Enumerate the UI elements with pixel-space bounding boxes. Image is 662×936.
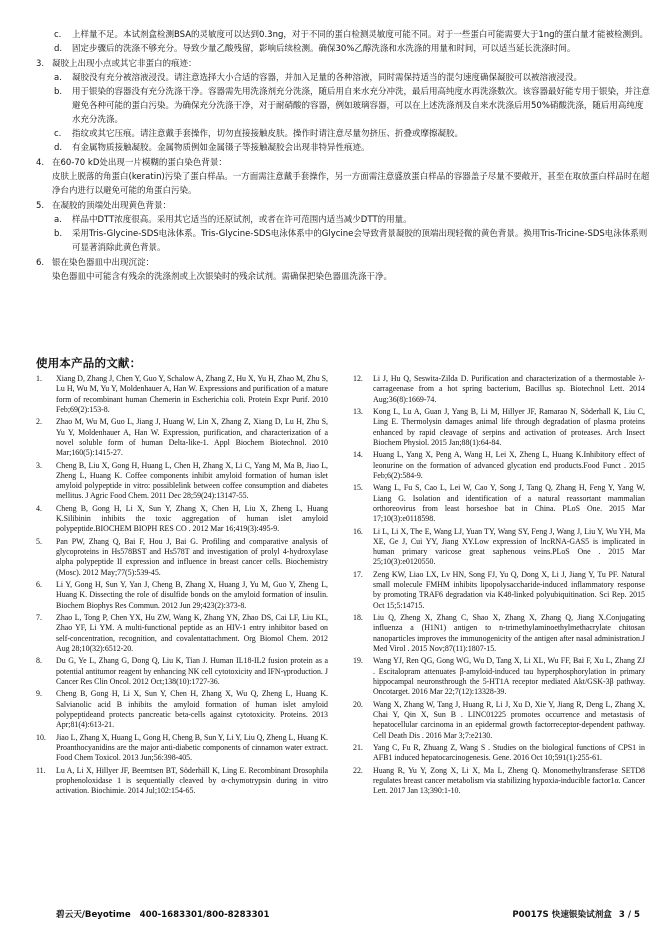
reference-text: Zhao L, Tong P, Chen YX, Hu ZW, Wang K, Zhang YN, Zhao DS, Cai LF, Liu KL, Zhao YF, Li YM. A multi-functional peptide as an HIV-1 entry inhibitor based on self-concentration, recognition, and covalentattachment. Org Biomol Chem. 2012 Aug 28;10(32):6512-20. bbox=[56, 613, 328, 653]
reference-text: Jiao L, Zhang X, Huang L, Gong H, Cheng B, Sun Y, Li Y, Liu Q, Zheng L, Huang K. Proanthocyanidins are the major anti-diabetic components of cinnamon water extract. Food Chem Toxicol. 2013 Jun;56:398-405. bbox=[56, 732, 328, 763]
item5-heading bbox=[36, 199, 650, 213]
reference-item bbox=[353, 743, 645, 764]
reference-text: Cheng B, Gong H, Li X, Sun Y, Chen H, Zhang X, Wu Q, Zheng L, Huang K. Salvianolic acid B inhibits the amyloid formation of human islet amyloid polypeptideand protects pancreatic beta-cells against cytotoxicity. Proteins. 2013 Apr;81(4):613-21. bbox=[56, 689, 328, 730]
reference-item bbox=[36, 656, 328, 687]
item5-a bbox=[50, 213, 650, 227]
item-number: 5. bbox=[36, 201, 45, 211]
list-label: a. bbox=[54, 215, 62, 225]
reference-item bbox=[36, 733, 328, 764]
reference-item bbox=[353, 570, 645, 611]
reference-item bbox=[36, 537, 328, 578]
reference-number: 9. bbox=[36, 689, 42, 699]
list-text: 凝胶没有充分被溶液浸没。请注意选择大小合适的容器，并加入足量的各种溶液，同时需保持适当的混匀速度确保凝胶可以被溶液浸没。 bbox=[72, 73, 583, 83]
footer-left bbox=[56, 908, 270, 920]
item-number: 4. bbox=[36, 158, 45, 168]
reference-text: Xiang D, Zhang J, Chen Y, Guo Y, Schalow A, Zhang Z, Hu X, Yu H, Zhao M, Zhu S, Lu H, Wu M, Yu Y, Moldenhauer A, Han W. Expressions and purification of a mature form of recombinant human Chemerin in Escherichia coli. Protein Expr Purif. 2010 Feb;69(2):153-8. bbox=[56, 374, 328, 414]
reference-item bbox=[36, 613, 328, 654]
reference-text: Pan PW, Zhang Q, Bai F, Hou J, Bai G. Profiling and comparative analysis of glycoproteins in Hs578BST and Hs578T and investigation of prolyl 4-hydroxylase alpha polypeptide II expression and influence in breast cancer cells. Biochemistry (Mosc). 2012 May;77(5):539-45. bbox=[56, 536, 328, 577]
troubleshooting-section bbox=[36, 28, 650, 284]
reference-number: 1. bbox=[36, 374, 42, 383]
reference-item bbox=[36, 461, 328, 502]
reference-item bbox=[353, 374, 645, 405]
item-title: 在凝胶的顶端处出现黄色背景： bbox=[52, 201, 172, 211]
item4-heading bbox=[36, 156, 650, 170]
phone-numbers: 400-1683301/800-8283301 bbox=[139, 910, 270, 920]
reference-item bbox=[36, 374, 328, 415]
reference-text: Cheng B, Gong H, Li X, Sun Y, Zhang X, Chen H, Liu X, Zheng L, Huang K.Silibinin inhibits the toxic aggregation of human islet amyloid polypeptide.BIOCHEM BIOPH RES CO . 2012 Mar 16;419(3):495-9. bbox=[56, 503, 328, 534]
item6-text: 染色器皿中可能含有残余的洗涤剂或上次银染时的残余试剂。需确保把染色器皿洗涤干净。 bbox=[52, 272, 393, 282]
reference-number: 21. bbox=[353, 742, 363, 752]
reference-text: Kong L, Lu A, Guan J, Yang B, Li M, Hillyer JF, Ramarao N, Söderhall K, Liu C, Ling E. Thermolysin damages animal life through degradation of plasma proteins enhanced by rapid cleavage of serpins and activation of proteases. Arch Insect Biochem Physiol. 2015 Jan;88(1):64-84. bbox=[373, 406, 645, 447]
list-label: c. bbox=[54, 30, 62, 40]
item-title: 银在染色器皿中出现沉淀： bbox=[52, 258, 155, 268]
reference-number: 6. bbox=[36, 580, 42, 590]
list-label: d. bbox=[54, 143, 63, 153]
reference-text: Yang C, Fu R, Zhuang Z, Wang S . Studies on the biological functions of CPS1 in AFB1 induced hepatocarcinogenesis. Gene. 2016 Oct 10;591(1):255-61. bbox=[373, 742, 645, 763]
references-right-column bbox=[353, 374, 645, 799]
list-text: 固定步骤后的洗涤不够充分。导致少量乙酸残留，影响后续检测。确保30%乙醇洗涤和水洗涤的用量和时间，可以适当延长洗涤时间。 bbox=[72, 44, 576, 54]
page-number: 3 / 5 bbox=[618, 910, 640, 920]
reference-item bbox=[36, 504, 328, 535]
reference-number: 22. bbox=[353, 765, 363, 775]
reference-text: Lu A, Li X, Hillyer JF, Beerntsen BT, Söderhäll K, Ling E. Recombinant Drosophila prophenoloxidase 1 is sequentially cleaved by α-chymotrypsin during in vitro activation. Biochimie. 2014 Jul;102:154-65. bbox=[56, 765, 328, 796]
item3-c bbox=[50, 127, 650, 141]
company-name: 碧云天/Beyotime bbox=[56, 910, 131, 920]
reference-text: Zhao M, Wu M, Guo L, Jiang J, Huang W, Lin X, Zhang Z, Xiang D, Lu H, Zhu S, Yu Y, Moldenhauer A, Han W. Expression, purification, and characterization of a novel soluble form of human Delta-like-1. Appl Biochem Biotechnol. 2010 Mar;160(5):1415-27. bbox=[56, 417, 328, 458]
reference-number: 5. bbox=[36, 536, 42, 546]
list-text: 采用Tris-Glycine-SDS电泳体系。Tris-Glycine-SDS电泳体系中的Glycine会导致背景凝胶的顶端出现轻微的黄色背景。换用Tris-Tricine-SDS电泳体系则可显著消除此黄色背景。 bbox=[72, 229, 648, 253]
references-left-column bbox=[36, 374, 328, 799]
reference-item bbox=[36, 689, 328, 730]
reference-number: 7. bbox=[36, 613, 42, 623]
reference-number: 2. bbox=[36, 417, 42, 427]
list-text: 有金属物质接触凝胶。金属物质例如金属镊子等接触凝胶会出现非特异性痕迹。 bbox=[72, 143, 370, 153]
reference-number: 8. bbox=[36, 656, 42, 666]
reference-text: Li J, Hu Q, Seswita-Zilda D. Purification and characterization of a thermostable λ-carrageenase from a hot spring bacterium, Bacillus sp. Biotechnol Lett. 2014 Aug;36(8):1669-74. bbox=[373, 374, 645, 404]
product-name: P0017S 快速银染试剂盒 bbox=[512, 910, 612, 920]
item6-heading bbox=[36, 256, 650, 270]
reference-number: 15. bbox=[353, 483, 363, 493]
reference-item bbox=[36, 417, 328, 458]
reference-text: Wang L, Fu S, Cao L, Lei W, Cao Y, Song J, Tang Q, Zhang H, Feng Y, Yang W, Liang G. Isolation and identification of a natural reassortant mammalian orthoreovirus from least horseshoe bat in China. PLoS One. 2015 Mar 17;10(3):e0118598. bbox=[373, 483, 645, 524]
reference-text: Li L, Li X, The E, Wang LJ, Yuan TY, Wang SY, Feng J, Wang J, Liu Y, Wu YH, Ma XE, Ge J, Cui YY, Jiang XY.Low expression of lncRNA-GAS5 is implicated in human primary varicose great saphenous veins.PLoS One . 2015 Mar 25;10(3):e0120550. bbox=[373, 526, 645, 567]
reference-text: Wang X, Zhang W, Tang J, Huang R, Li J, Xu D, Xie Y, Jiang R, Deng L, Zhang X, Chai Y, Qin X, Sun B . LINC01225 promotes occurrence and metastasis of hepatocellular carcinoma in an epidermal growth factorreceptor-dependent pathway. Cell Death Dis . 2016 Mar 3;7:e2130. bbox=[373, 699, 645, 740]
reference-number: 14. bbox=[353, 450, 363, 460]
item-number: 3. bbox=[36, 59, 45, 69]
references-heading: 使用本产品的文献： bbox=[36, 356, 142, 370]
item3-a bbox=[50, 71, 650, 85]
item3-d bbox=[50, 141, 650, 155]
reference-number: 12. bbox=[353, 374, 363, 383]
item-title: 凝胶上出现小点或其它非蛋白的痕迹： bbox=[52, 59, 197, 69]
list-label: b. bbox=[54, 229, 63, 239]
item3-b bbox=[50, 85, 650, 127]
reference-text: Wang YJ, Ren QG, Gong WG, Wu D, Tang X, Li XL, Wu FF, Bai F, Xu L, Zhang ZJ . Escitalopram attenuates β-amyloid-induced tau hyperphosphorylation in primary hippocampal neuronsthrough the 5-HT1A receptor mediated Akt/GSK-3β pathway. Oncotarget. 2016 Mar 22;7(12):13328-39. bbox=[373, 656, 645, 697]
reference-item bbox=[353, 407, 645, 448]
reference-item bbox=[36, 766, 328, 797]
reference-number: 3. bbox=[36, 460, 42, 470]
reference-item bbox=[353, 656, 645, 697]
reference-text: Zeng KW, Liao LX, Lv HN, Song FJ, Yu Q, Dong X, Li J, Jiang Y, Tu PF. Natural small molecule FMHM inhibits lipopolysaccharide-induced inflammatory response by promoting TRAF6 degradation via K48-linked polyubiquitination. Sci Rep. 2015 Oct 15;5:14715. bbox=[373, 569, 645, 610]
references-columns bbox=[36, 374, 652, 799]
item5-b bbox=[50, 227, 650, 255]
list-text: 上样量不足。本试剂盒检测BSA的灵敏度可以达到0.3ng，对于不同的蛋白检测灵敏度可能不同。对于一些蛋白可能需要大于1ng的蛋白量才能被检测到。 bbox=[72, 30, 649, 40]
footer-right bbox=[508, 908, 640, 920]
reference-text: Huang L, Yang X, Peng A, Wang H, Lei X, Zheng L, Huang K.Inhibitory effect of leonurine on the formation of advanced glycation end products.Food Funct . 2015 Feb;6(2):584-9. bbox=[373, 450, 645, 480]
reference-number: 17. bbox=[353, 569, 363, 579]
list-text: 样品中DTT浓度很高。采用其它适当的还原试剂，或者在许可范围内适当减少DTT的用量。 bbox=[72, 215, 412, 225]
item4-text: 皮肤上脱落的角蛋白(keratin)污染了蛋白样品。一方面需注意戴手套操作，另一方面需注意盛放蛋白样品的容器盖子尽量不要敞开，甚至在取放蛋白样品时在超净台内进行以避免可能的角蛋白污染。 bbox=[52, 172, 650, 196]
list-label: d. bbox=[54, 44, 63, 54]
reference-item bbox=[353, 483, 645, 524]
reference-item bbox=[353, 527, 645, 568]
list-label: b. bbox=[54, 87, 63, 97]
list-text: 用于银染的容器没有充分洗涤干净。容器需先用洗涤剂充分洗涤，随后用自来水充分冲洗，最后用高纯度水再洗涤数次。该容器最好能专用于银染，并注意避免各种可能的蛋白污染。为确保充分洗涤干净，对于耐硝酸的容器，例如玻璃容器，可以在上述洗涤剂及自来水洗涤后用50%硝酸洗涤，随后用高纯度水充分洗涤。 bbox=[72, 87, 651, 125]
reference-text: Cheng B, Liu X, Gong H, Huang L, Chen H, Zhang X, Li C, Yang M, Ma B, Jiao L, Zheng L, Huang K. Coffee components inhibit amyloid formation of human islet amyloid polypeptide in vitro: possiblelink between coffee consumption and diabetes mellitus. J Agric Food Chem. 2011 Dec 28;59(24):13147-55. bbox=[56, 460, 328, 501]
reference-item bbox=[36, 580, 328, 611]
item2-d bbox=[50, 42, 650, 56]
reference-text: Liu Q, Zheng X, Zhang C, Shao X, Zhang X, Zhang Q, Jiang X.Conjugating influenza a (H1N1) antigen to n-trimethylaminoethylmethacrylate chitosan nanoparticles improves the immunogenicity of the antigen after nasal administration.J Med Virol . 2015 Nov;87(11):1807-15. bbox=[373, 613, 645, 653]
reference-item bbox=[353, 766, 645, 797]
item-number: 6. bbox=[36, 258, 45, 268]
reference-number: 20. bbox=[353, 699, 363, 709]
item2-c bbox=[50, 28, 650, 42]
list-label: c. bbox=[54, 129, 62, 139]
reference-text: Huang R, Yu Y, Zong X, Li X, Ma L, Zheng Q. Monomethyltransferase SETD8 regulates breast cancer metabolism via stabilizing hypoxia-inducible factor1α. Cancer Lett. 2017 Jan 13;390:1-10. bbox=[373, 765, 645, 796]
reference-number: 18. bbox=[353, 613, 363, 623]
reference-number: 11. bbox=[36, 765, 46, 775]
reference-number: 10. bbox=[36, 732, 46, 742]
reference-number: 16. bbox=[353, 526, 363, 536]
list-text: 指纹或其它压痕。请注意戴手套操作，切勿直接接触皮肤。操作时请注意尽量勿挤压、折叠或摩擦凝胶。 bbox=[72, 129, 464, 139]
reference-text: Du G, Ye L, Zhang G, Dong Q, Liu K, Tian J. Human IL18-IL2 fusion protein as a potential antitumor reagent by enhancing NK cell cytotoxicity and IFN-γproduction. J Cancer Res Clin Oncol. 2012 Oct;138(10):1727-36. bbox=[56, 656, 328, 686]
page-footer bbox=[56, 908, 640, 920]
reference-item bbox=[353, 450, 645, 481]
reference-number: 19. bbox=[353, 656, 363, 666]
item3-heading bbox=[36, 57, 650, 71]
list-label: a. bbox=[54, 73, 62, 83]
reference-text: Li Y, Gong H, Sun Y, Yan J, Cheng B, Zhang X, Huang J, Yu M, Guo Y, Zheng L, Huang K. Dissecting the role of disulfide bonds on the amyloid formation of insulin. Biochem Biophys Res Commun. 2012 Jun 29;423(2):373-8. bbox=[56, 580, 328, 610]
reference-number: 13. bbox=[353, 406, 363, 416]
reference-item bbox=[353, 613, 645, 654]
reference-item bbox=[353, 700, 645, 741]
reference-number: 4. bbox=[36, 503, 42, 513]
item-title: 在60-70 kD处出现一片模糊的蛋白染色背景： bbox=[52, 158, 227, 168]
